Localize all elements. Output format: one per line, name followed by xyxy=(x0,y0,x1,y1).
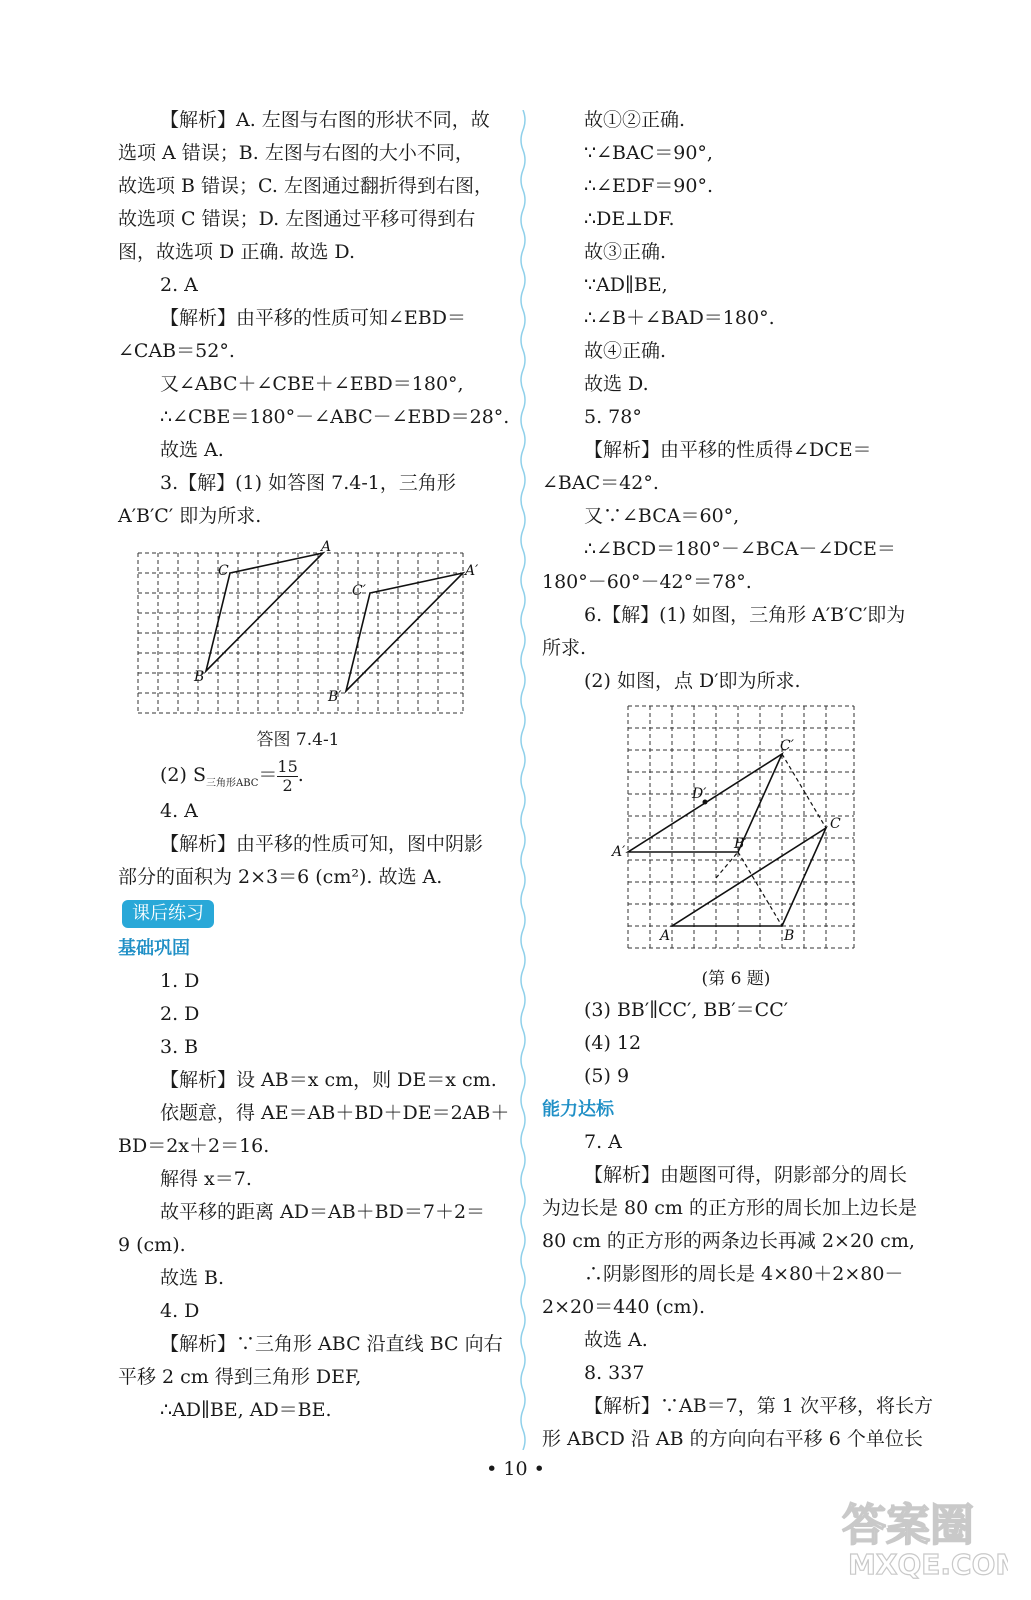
q3-part2: (2) $S_{三角形ABC}=$ $\frac{15}{2}$ . xyxy=(160,756,304,795)
label-b: B xyxy=(784,928,795,944)
label-c: C xyxy=(218,563,229,579)
text-line: 80 cm 的正方形的两条边长再减 2×20 cm, xyxy=(542,1230,915,1252)
text-line: 又∵∠BCA＝60°, xyxy=(584,505,740,527)
text-line: 3.【解】(1) 如答图 7.4-1，三角形 xyxy=(160,472,456,494)
text-line: 【解析】∵三角形 ABC 沿直线 BC 向右 xyxy=(160,1333,503,1355)
text-line: ∠BAC＝42°. xyxy=(542,472,659,494)
label-a-prime: A′ xyxy=(465,563,478,579)
list-item: 1. D xyxy=(160,970,200,992)
text-line: ∴∠BCD＝180°－∠BCA－∠DCE＝ xyxy=(584,538,896,560)
label-c: C xyxy=(830,816,841,832)
label-b-prime: B′ xyxy=(734,836,748,852)
answer-q7: 7. A xyxy=(584,1131,622,1153)
text-line: 为边长是 80 cm 的正方形的周长加上边长是 xyxy=(542,1197,917,1219)
text-line: 图，故选项 D 正确. 故选 D. xyxy=(118,241,356,263)
label-b-prime: B′ xyxy=(328,689,342,705)
watermark-url: MXQE.COM xyxy=(848,1548,1008,1580)
text-line: ∴DE⊥DF. xyxy=(584,208,675,230)
answer-q5: 5. 78° xyxy=(584,406,642,428)
text-line: ∴∠CBE＝180°－∠ABC－∠EBD＝28°. xyxy=(160,406,510,428)
answer-block-q1 xyxy=(118,104,506,269)
text-line: 【解析】∵AB＝7，第 1 次平移，将长方 xyxy=(584,1395,933,1417)
watermark-icon xyxy=(838,1490,1008,1580)
text-line: ∵∠BAC＝90°, xyxy=(584,142,713,164)
watermark-text: 答案圈 xyxy=(842,1500,974,1551)
list-item: (5) 9 xyxy=(584,1065,630,1087)
right-column xyxy=(542,104,933,1456)
text-line: 故选 A. xyxy=(160,439,224,461)
label-a-prime: A′ xyxy=(612,844,626,860)
text-line: BD＝2x＋2＝16. xyxy=(118,1135,270,1157)
text-line: 解得 x＝7. xyxy=(160,1168,252,1190)
text-line: ∠CAB＝52°. xyxy=(118,340,235,362)
answer-q4: 4. A xyxy=(160,800,198,822)
text-line: 【解析】由平移的性质可知∠EBD＝ xyxy=(160,307,466,329)
text-line: 所求. xyxy=(542,637,587,659)
text-line: 故选 B. xyxy=(160,1267,225,1289)
text-line: 故平移的距离 AD＝AB＋BD＝7＋2＝ xyxy=(160,1201,486,1223)
text-line: 【解析】设 AB＝x cm，则 DE＝x cm. xyxy=(160,1069,497,1091)
text-line: 故④正确. xyxy=(584,340,667,362)
grid-figure-1 xyxy=(118,539,478,719)
text-line: 4. D xyxy=(160,1300,200,1322)
text-line: 【解析】由平移的性质可知，图中阴影 xyxy=(160,833,484,855)
text-line: ∴阴影图形的周长是 4×80＋2×80－ xyxy=(584,1263,904,1285)
text-line: 180°－60°－42°＝78°. xyxy=(542,571,752,593)
text-line: 2×20＝440 (cm). xyxy=(542,1296,706,1318)
list-item: (4) 12 xyxy=(584,1032,642,1054)
text-line: 故选项 C 错误；D. 左图通过平移可得到右 xyxy=(118,208,476,230)
label-a: A xyxy=(321,539,332,555)
text-line: 【解析】由题图可得，阴影部分的周长 xyxy=(584,1164,908,1186)
label-c-prime: C′ xyxy=(352,583,366,599)
text-line: 又∠ABC＋∠CBE＋∠EBD＝180°, xyxy=(160,373,464,395)
text-line: 【解析】由平移的性质得∠DCE＝ xyxy=(584,439,872,461)
column-divider xyxy=(518,110,528,1450)
label-b: B xyxy=(194,669,205,685)
after-class-tag: 课后练习 xyxy=(118,894,506,932)
text-line: ∴∠B＋∠BAD＝180°. xyxy=(584,307,775,329)
text-line: 故①②正确. xyxy=(584,109,686,131)
text-line: ∴∠EDF＝90°. xyxy=(584,175,714,197)
text-line: 平移 2 cm 得到三角形 DEF, xyxy=(118,1366,362,1388)
text-line: 部分的面积为 2×3＝6 (cm²). 故选 A. xyxy=(118,866,443,888)
list-item: (3) BB′∥CC′, BB′＝CC′ xyxy=(584,999,789,1021)
answer-q2: 2. A xyxy=(160,274,198,296)
figure-caption: (第 6 题) xyxy=(701,969,771,989)
watermark-logo xyxy=(838,1490,1008,1580)
text-line: 故选项 B 错误；C. 左图通过翻折得到右图， xyxy=(118,175,493,197)
text-line: 9 (cm). xyxy=(118,1234,186,1256)
segment-helper xyxy=(716,852,738,878)
text-line: A′B′C′ 即为所求. xyxy=(118,505,262,527)
label-a: A xyxy=(660,928,671,944)
list-item: 2. D xyxy=(160,1003,200,1025)
fraction: $\frac{15}{2}$ xyxy=(277,756,298,795)
section-ability: 能力达标 xyxy=(542,1099,614,1120)
text-line: 故③正确. xyxy=(584,241,667,263)
text-line: 形 ABCD 沿 AB 的方向向右平移 6 个单位长 xyxy=(542,1428,923,1450)
text-line: ∴AD∥BE, AD＝BE. xyxy=(160,1399,332,1421)
figure-caption: 答图 7.4-1 xyxy=(256,730,340,750)
text-line: 6.【解】(1) 如图，三角形 A′B′C′即为 xyxy=(584,604,906,626)
text-line: 【解析】A. 左图与右图的形状不同，故 xyxy=(160,109,490,131)
answer-q8: 8. 337 xyxy=(584,1362,645,1384)
text-line: 选项 A 错误；B. 左图与右图的大小不同， xyxy=(118,142,474,164)
grid-figure-2 xyxy=(542,702,872,960)
figure-7-4-1 xyxy=(118,533,506,725)
text-line: 故选 A. xyxy=(584,1329,648,1351)
text-line: 故选 D. xyxy=(584,373,649,395)
figure-q6 xyxy=(542,698,930,964)
triangle-abc xyxy=(672,828,826,926)
label-d-prime: D′ xyxy=(692,786,707,802)
page-number: • 10 • xyxy=(486,1458,545,1480)
left-column xyxy=(118,104,510,1427)
text-line: ∵AD∥BE, xyxy=(584,274,668,296)
text-line: (2) 如图，点 D′即为所求. xyxy=(584,670,801,692)
text-line: 依题意，得 AE＝AB＋BD＋DE＝2AB＋ xyxy=(160,1102,510,1124)
section-basic: 基础巩固 xyxy=(118,938,190,959)
label-c-prime: C′ xyxy=(780,738,794,754)
list-item: 3. B xyxy=(160,1036,199,1058)
